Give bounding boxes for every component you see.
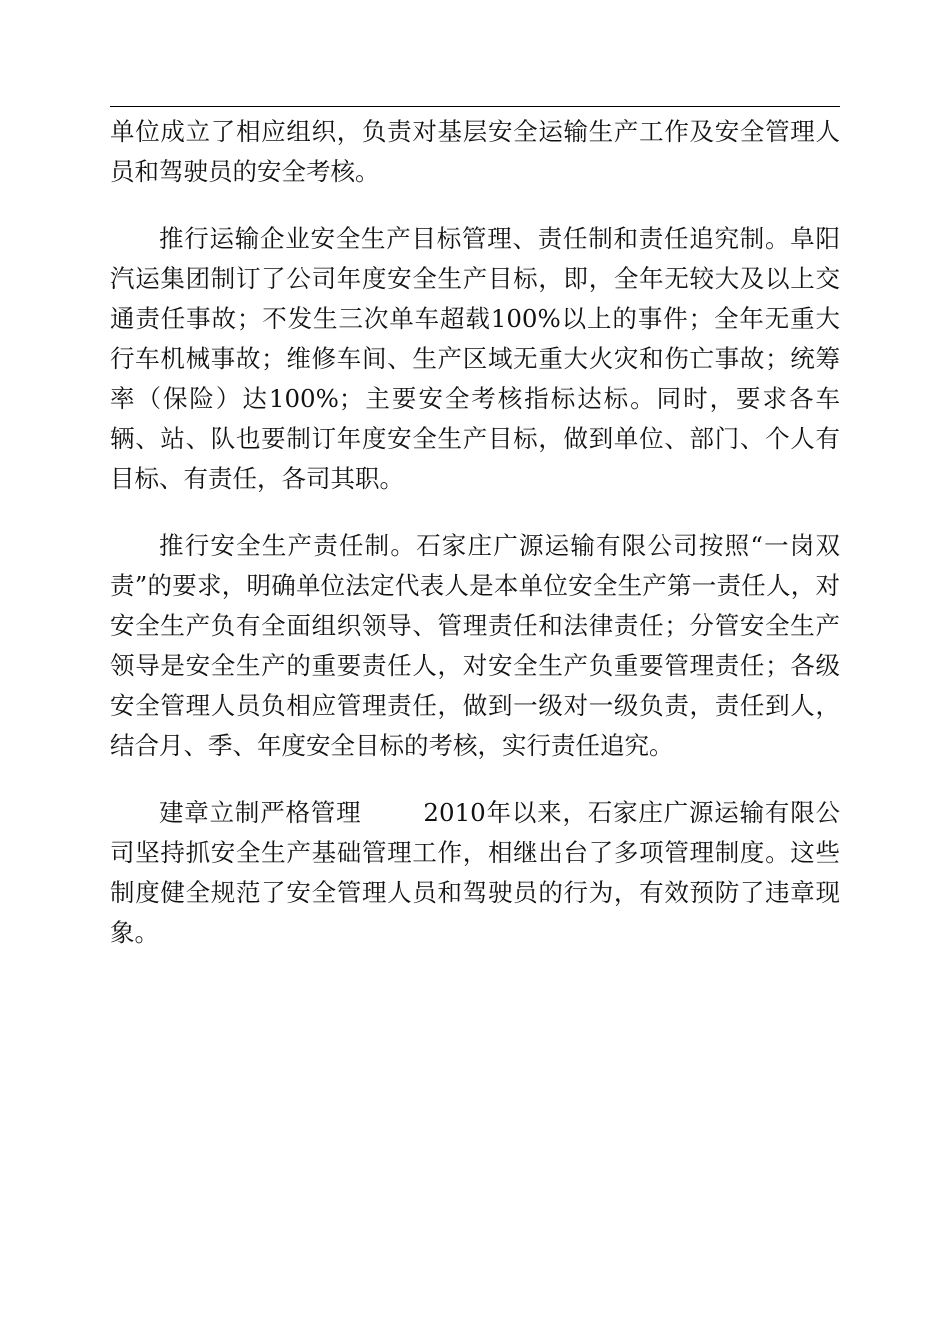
paragraph-text: 2010年以来，石家庄广源运输有限公司坚持抓安全生产基础管理工作，相继出台了多项管理制度。这些制度健全规范了安全管理人员和驾驶员的行为，有效预防了违章现象。 [110,798,840,947]
document-body [110,112,840,953]
paragraph-heading: 建章立制严格管理 [159,798,362,827]
paragraph-text: 推行运输企业安全生产目标管理、责任制和责任追究制。阜阳汽运集团制订了公司年度安全生产目标，即，全年无较大及以上交通责任事故；不发生三次单车超载100%以上的事件；全年无重大行车机械事故；维修车间、生产区域无重大火灾和伤亡事故；统筹率（保险）达100%；主要安全考核指标达标。同时，要求各车辆、站、队也要制订年度安全生产目标，做到单位、部门、个人有目标、有责任，各司其职。 [110,224,840,493]
header-rule [110,106,840,107]
paragraph-responsibility-system [110,526,840,766]
paragraph-safety-targets [110,219,840,499]
paragraph-text: 推行安全生产责任制。石家庄广源运输有限公司按照“一岗双责”的要求，明确单位法定代表人是本单位安全生产第一责任人，对安全生产负有全面组织领导、管理责任和法律责任；分管安全生产领导是安全生产的重要责任人，对安全生产负重要管理责任；各级安全管理人员负相应管理责任，做到一级对一级负责，责任到人，结合月、季、年度安全目标的考核，实行责任追究。 [110,531,840,760]
paragraph-text: 单位成立了相应组织，负责对基层安全运输生产工作及安全管理人员和驾驶员的安全考核。 [110,117,840,186]
paragraph-continuation [110,112,840,192]
paragraph-rules-management [110,793,840,953]
